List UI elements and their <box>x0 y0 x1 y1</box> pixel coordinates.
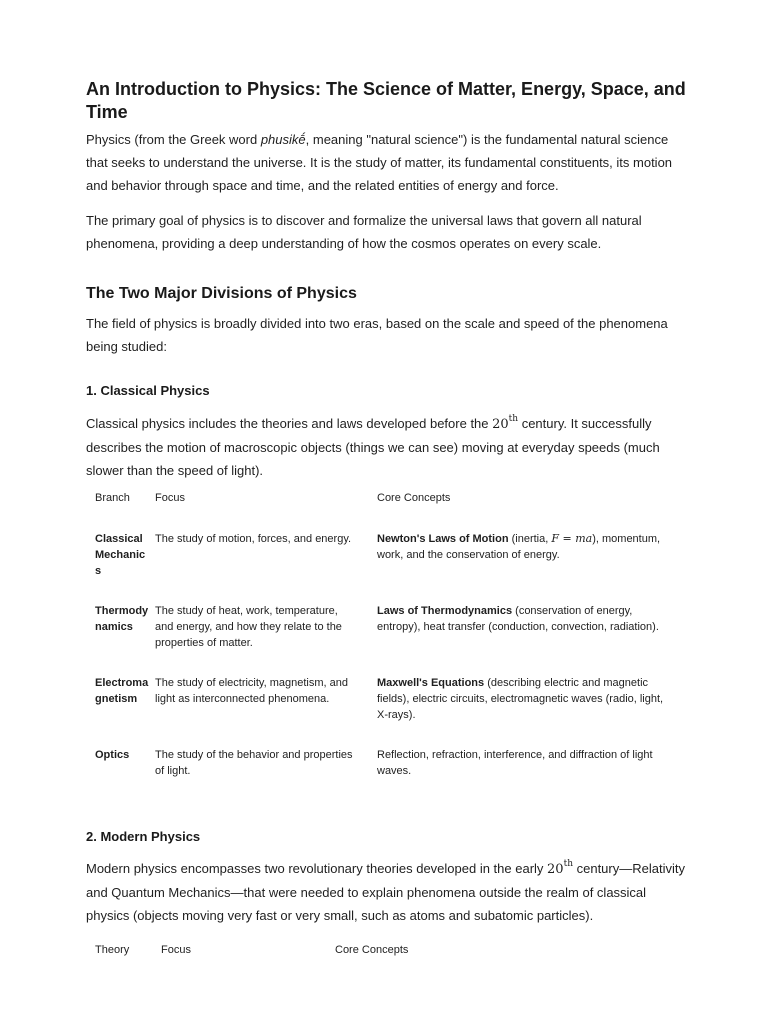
concepts-cell <box>377 603 676 675</box>
header-focus: Focus <box>155 492 185 504</box>
focus-cell: The study of the behavior and properties of light. <box>155 749 353 777</box>
table-row <box>86 603 676 675</box>
table-row <box>86 675 676 747</box>
equation-ma: ma <box>575 532 593 545</box>
modern-paragraph <box>86 853 686 927</box>
table-header-row <box>86 940 676 958</box>
concept-title: Maxwell's Equations <box>377 677 485 689</box>
document-body <box>86 78 686 482</box>
modern-text-rest: century—Relativity and Quantum Mechanics—that were needed to explain phenomena outside the realm of classical physics (objects moving very fast or very small, such as atoms and subatomic particles). <box>86 861 685 923</box>
header-branch: Branch <box>95 492 130 504</box>
header-theory: Theory <box>95 944 130 956</box>
table-header-row <box>86 488 676 531</box>
branch-cell: Classical Mechanics <box>95 533 146 577</box>
focus-cell: The study of motion, forces, and energy. <box>155 533 352 545</box>
intro-text: Physics (from the Greek word <box>86 132 261 147</box>
branch-cell: Electromagnetism <box>95 677 149 705</box>
concept-text-rest: ), momentum, work, and the conservation of energy. <box>377 533 661 561</box>
classical-text-rest: century. It successfully describes the motion of macroscopic objects (things we can see) moving at everyday speeds (much slower than the speed of light). <box>86 416 660 478</box>
equation-f: F <box>551 532 559 545</box>
divisions-heading: The Two Major Divisions of Physics <box>86 285 357 302</box>
concepts-cell: Reflection, refraction, interference, and diffraction of light waves. <box>377 749 653 777</box>
concept-text: (conservation of energy, entropy), heat transfer (conduction, convection, radiation). <box>377 605 659 633</box>
concept-title: Newton's Laws of Motion <box>377 533 509 545</box>
intro-text-rest: , meaning "natural science") is the fundamental natural science that seeks to understand the universe. It is the study of matter, its fundamental constituents, its motion and behavior through space and time, and the related entities of energy and force. <box>86 132 673 193</box>
modern-heading: 2. Modern Physics <box>86 829 201 844</box>
century-number: 20 <box>492 417 509 432</box>
table-row <box>86 531 676 603</box>
modern-text: Modern physics encompasses two revolutionary theories developed in the early <box>86 861 548 876</box>
classical-heading: 1. Classical Physics <box>86 383 210 398</box>
intro-paragraph-1 <box>86 128 686 197</box>
header-core-concepts: Core Concepts <box>335 944 409 956</box>
intro-paragraph-2: The primary goal of physics is to discover and formalize the universal laws that govern all natural phenomena, providing a deep understanding of how the cosmos operates on every scale. <box>86 213 642 251</box>
focus-cell: The study of heat, work, temperature, and energy, and how they relate to the properties of matter. <box>155 605 342 649</box>
table-row <box>86 747 676 803</box>
century-superscript: th <box>508 414 519 424</box>
page-title: An Introduction to Physics: The Science of Matter, Energy, Space, and Time <box>86 79 686 122</box>
classical-paragraph <box>86 408 686 482</box>
header-core-concepts: Core Concepts <box>377 492 451 504</box>
divisions-intro: The field of physics is broadly divided into two eras, based on the scale and speed of the phenomena being studied: <box>86 316 668 354</box>
equation-equals: = <box>559 532 576 545</box>
branch-cell: Optics <box>95 749 130 761</box>
classical-text: Classical physics includes the theories and laws developed before the <box>86 416 493 431</box>
concept-text: (describing electric and magnetic fields), electric circuits, electromagnetic waves (radio, light, X-rays). <box>377 677 664 721</box>
modern-table <box>86 940 676 958</box>
greek-word: phusikḗ <box>260 132 306 147</box>
century-number: 20 <box>547 862 564 877</box>
focus-cell: The study of electricity, magnetism, and light as interconnected phenomena. <box>155 677 348 705</box>
classical-table <box>86 488 676 803</box>
header-focus: Focus <box>161 944 191 956</box>
concepts-cell <box>377 531 676 603</box>
concept-text: (inertia, <box>508 533 552 545</box>
concepts-cell <box>377 675 676 747</box>
concept-title: Laws of Thermodynamics <box>377 605 513 617</box>
century-superscript: th <box>563 859 573 869</box>
branch-cell: Thermodynamics <box>95 605 149 633</box>
